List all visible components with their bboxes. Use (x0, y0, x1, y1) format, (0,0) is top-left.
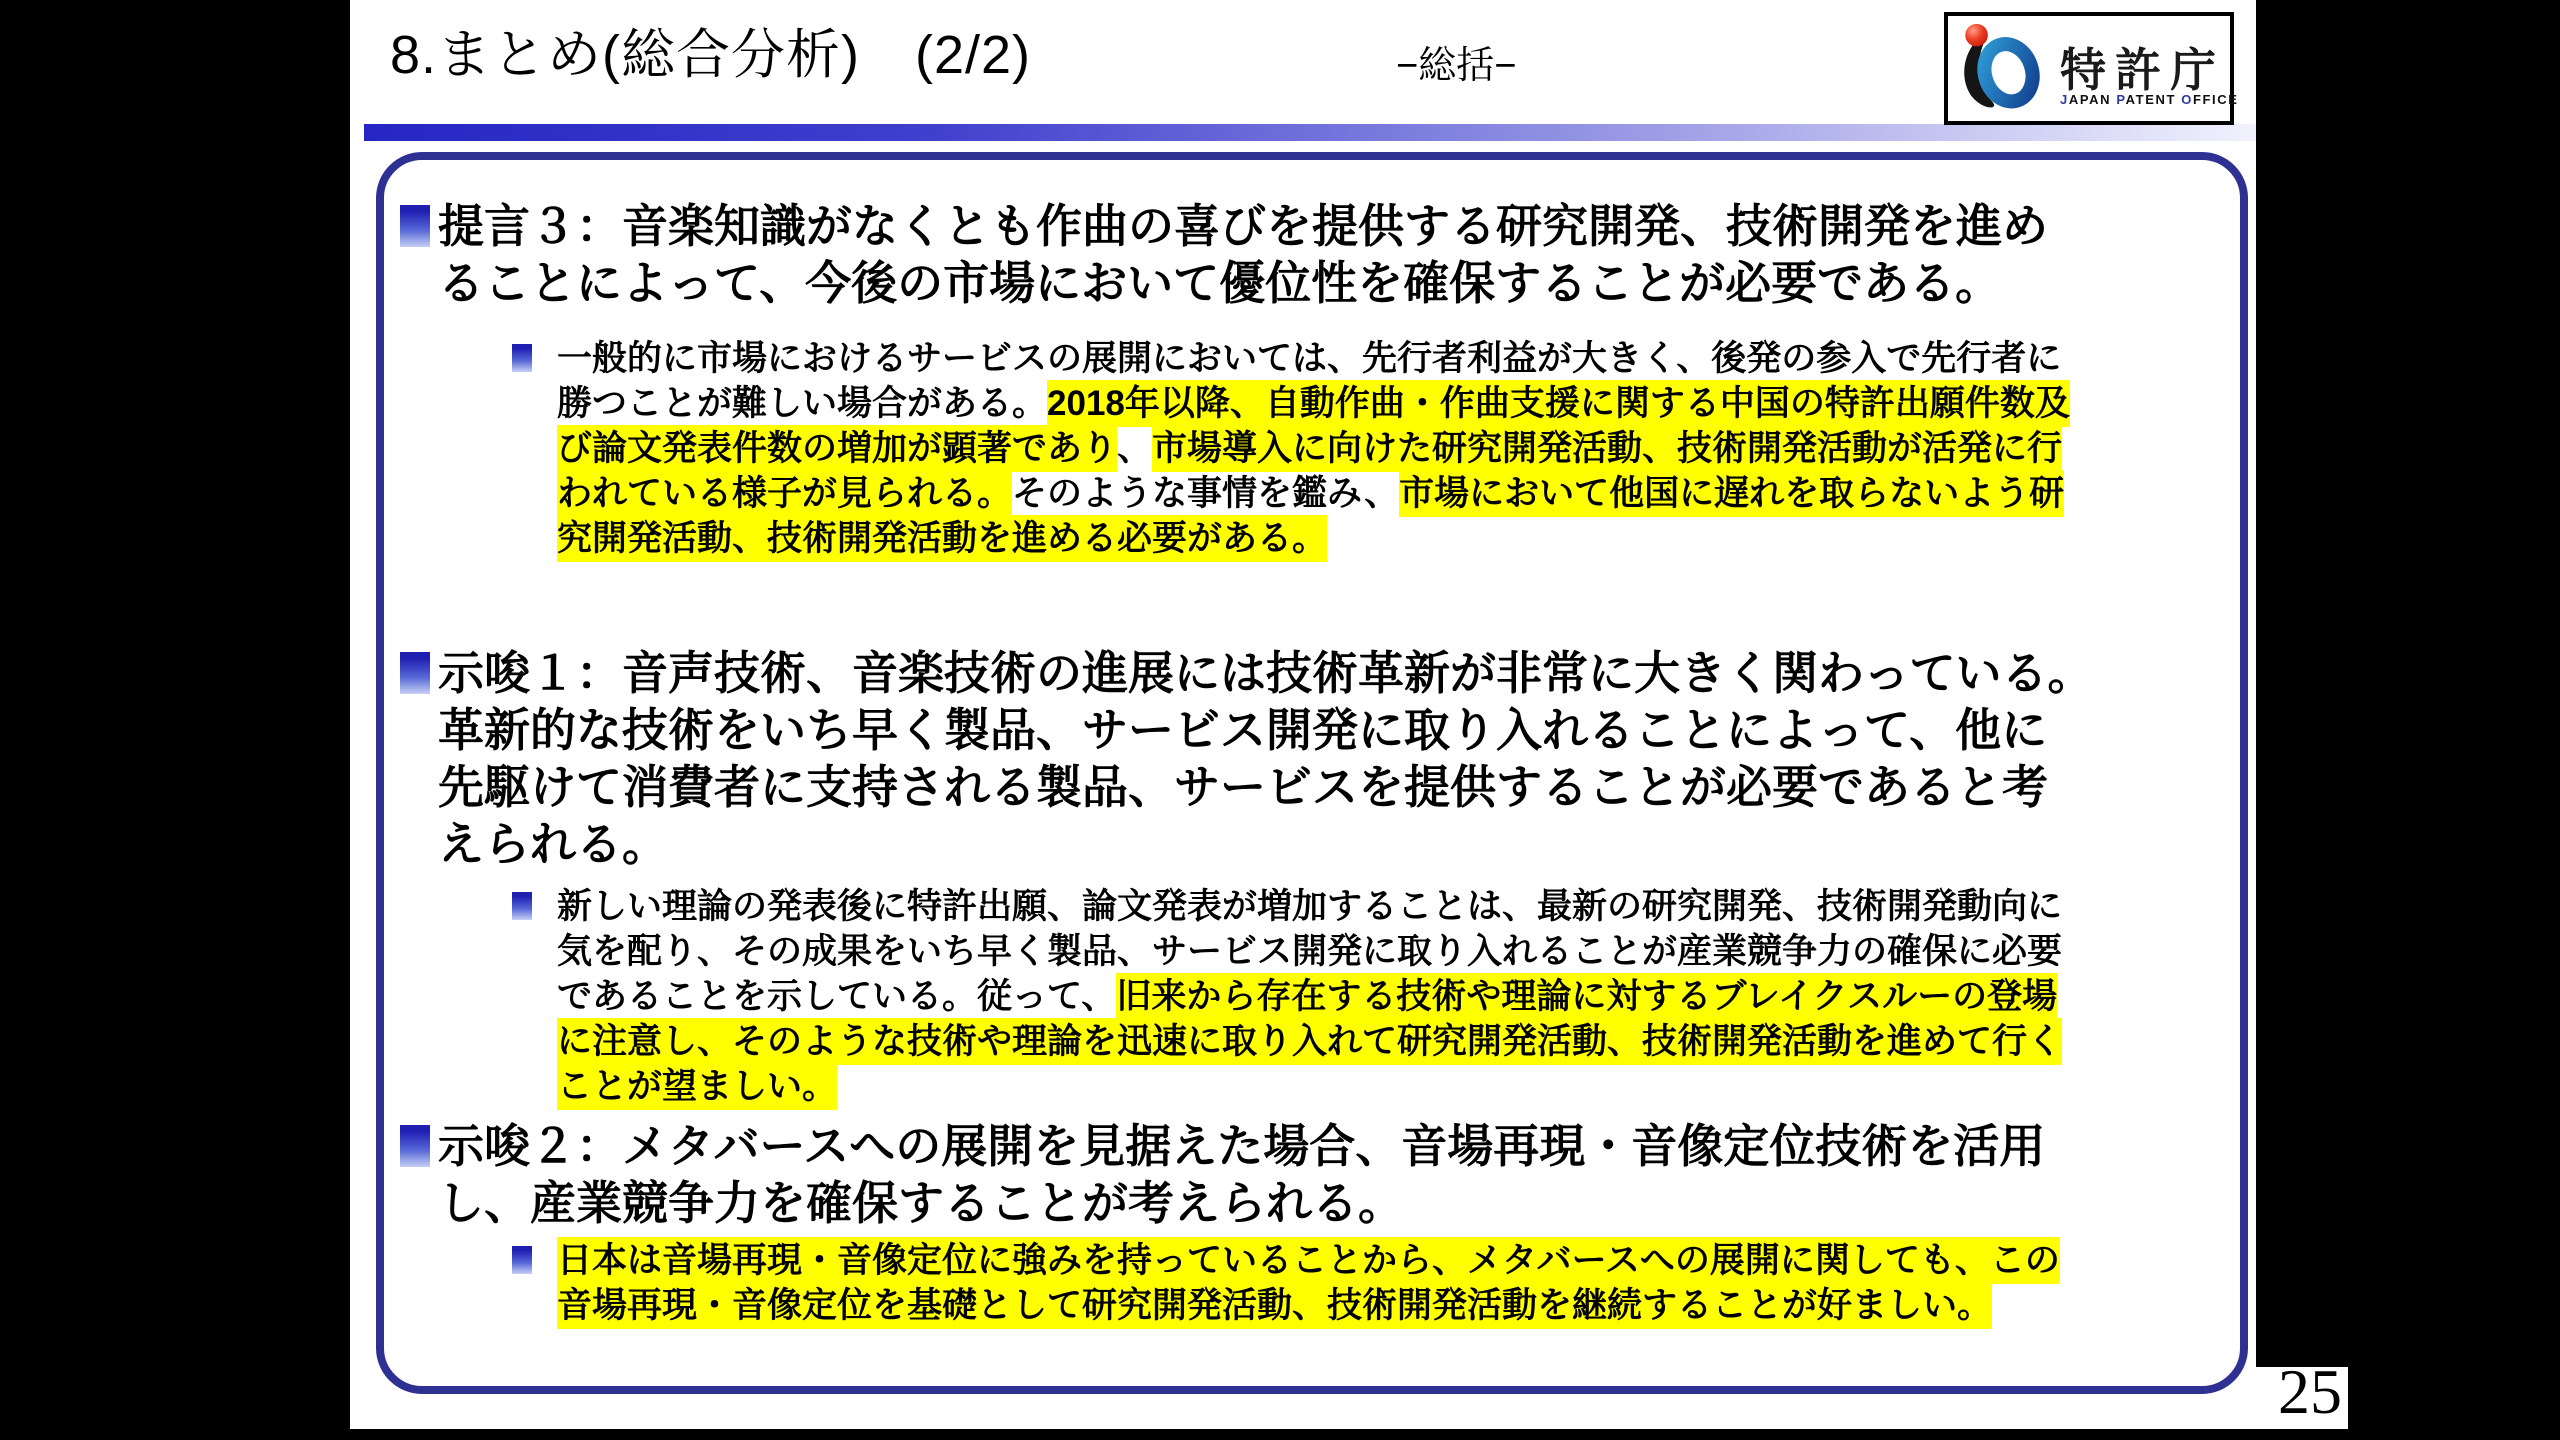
text-segment: ることによって、今後の市場において優位性を確保することが必要である。 (438, 257, 2002, 309)
title-underline-bar (364, 124, 2256, 141)
highlighted-text: 市場導入に向けた研究開発活動、技術開発活動が活発に行 (1152, 425, 2062, 472)
text-line (438, 759, 2094, 816)
text-line (438, 702, 2094, 759)
text-segment: 勝つことが難しい場合がある。 (557, 384, 1048, 423)
highlighted-text: 日本は音場再現・音像定位に強みを持っていることから、メタバースへの展開に関しても、この (557, 1237, 2060, 1284)
text-segment: 、 (1117, 429, 1153, 468)
jpo-logo (1944, 12, 2239, 125)
bullet-square-icon (512, 1246, 532, 1274)
text-segment: であることを示している。従って、 (557, 977, 1117, 1016)
text-segment: 示唆１：音声技術、音楽技術の進展には技術革新が非常に大きく関わっている。 (438, 647, 2094, 699)
text-segment: 気を配り、その成果をいち早く製品、サービス開発に取り入れることが産業競争力の確保に必要 (557, 932, 2063, 971)
logo-en-initial: O (2181, 92, 2193, 107)
text-line (438, 255, 2048, 312)
text-line (557, 516, 2070, 561)
text-segment: 一般的に市場におけるサービスの展開においては、先行者利益が大きく、後発の参入で先行者に (557, 339, 2062, 378)
text-line (557, 1064, 2062, 1109)
content-box (376, 152, 2248, 1394)
highlighted-text: ことが望ましい。 (557, 1063, 837, 1110)
jpo-logo-text-en: JAPAN PATENT OFFICE (2060, 92, 2239, 107)
bullet-square-icon (400, 652, 430, 694)
text-line (557, 974, 2062, 1019)
text-segment: そのような事情を鑑み、 (1012, 474, 1400, 513)
text-line (438, 1118, 2045, 1175)
text-line (438, 198, 2048, 255)
bullet-square-icon (400, 205, 430, 247)
text-line (557, 929, 2062, 974)
section-heading (400, 198, 2048, 312)
logo-en-initial: J (2060, 92, 2069, 107)
highlighted-text: 2018年以降、自動作曲・作曲支援に関する中国の特許出願件数及 (1047, 380, 2070, 427)
text-line (557, 381, 2070, 426)
text-segment: 先駆けて消費者に支持される製品、サービスを提供することが必要であると考 (438, 761, 2048, 813)
logo-en-initial: P (2116, 92, 2126, 107)
text-line (557, 1283, 2060, 1328)
page-subtitle: −総括− (1396, 45, 1517, 87)
highlighted-text: 市場において他国に遅れを取らないよう研 (1399, 470, 2064, 517)
text-line (438, 1175, 2045, 1232)
text-line (557, 1019, 2062, 1064)
bullet-square-icon (512, 892, 532, 920)
slide (350, 0, 2256, 1429)
highlighted-text: 究開発活動、技術開発活動を進める必要がある。 (557, 515, 1327, 562)
text-line (557, 426, 2070, 471)
bullet-square-icon (400, 1125, 430, 1167)
section-subpoints (512, 884, 2062, 1109)
bullet-square-icon (512, 344, 532, 372)
text-segment: 新しい理論の発表後に特許出願、論文発表が増加することは、最新の研究開発、技術開発動向に (557, 887, 2063, 926)
highlighted-text: に注意し、そのような技術や理論を迅速に取り入れて研究開発活動、技術開発活動を進めて行く (557, 1018, 2062, 1065)
page-number: 25 (2278, 1356, 2342, 1427)
jpo-logo-mark-icon (1954, 22, 2048, 116)
jpo-logo-text-ja: 特許庁 (2060, 44, 2225, 96)
section-subpoints (512, 1238, 2060, 1328)
highlighted-text: われている様子が見られる。 (557, 470, 1012, 517)
page-number-area (2256, 1356, 2348, 1429)
text-segment: 示唆２：メタバースへの展開を見据えた場合、音場再現・音像定位技術を活用 (438, 1120, 2046, 1172)
section-heading (400, 1118, 2045, 1232)
text-segment: 提言３：音楽知識がなくとも作曲の喜びを提供する研究開発、技術開発を進め (438, 200, 2048, 252)
highlighted-text: 旧来から存在する技術や理論に対するブレイクスルーの登場 (1116, 973, 2057, 1020)
text-line (438, 645, 2094, 702)
page-title: 8.まとめ(総合分析) (2/2) (390, 25, 1032, 85)
text-line (557, 884, 2062, 929)
text-line (557, 336, 2070, 381)
text-segment: し、産業競争力を確保することが考えられる。 (438, 1177, 1404, 1229)
text-line (438, 816, 2094, 873)
section-heading (400, 645, 2094, 873)
highlighted-text: 音場再現・音像定位を基礎として研究開発活動、技術開発活動を継続することが好ましい。 (557, 1282, 1992, 1329)
text-segment: 革新的な技術をいち早く製品、サービス開発に取り入れることによって、他に (438, 704, 2048, 756)
text-line (557, 1238, 2060, 1283)
highlighted-text: び論文発表件数の増加が顕著であり (557, 425, 1117, 472)
text-segment: えられる。 (438, 818, 668, 870)
section-subpoints (512, 336, 2070, 561)
text-line (557, 471, 2070, 516)
